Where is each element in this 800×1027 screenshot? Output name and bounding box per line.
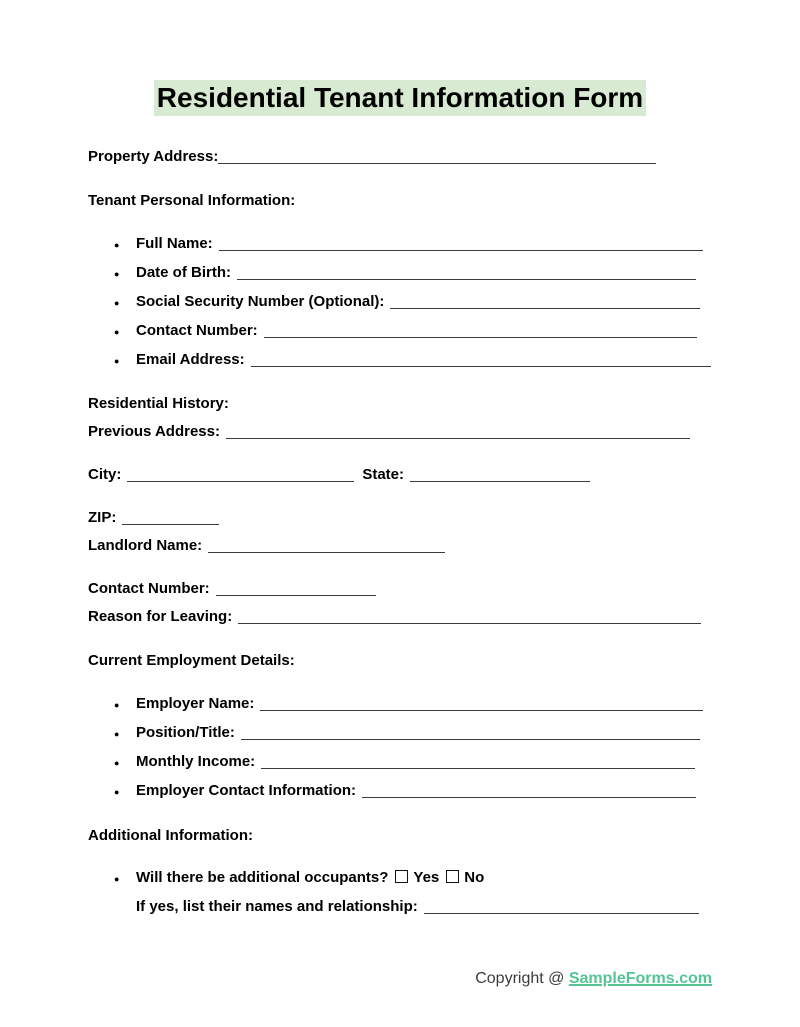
landlord-name-label: Landlord Name:	[88, 537, 203, 555]
title-container	[0, 80, 800, 116]
monthly-income-label: Monthly Income:	[136, 753, 256, 771]
email-address-label: Email Address:	[136, 351, 245, 369]
bullet-icon: ●	[114, 298, 120, 309]
bullet-icon: ●	[114, 758, 120, 769]
zip-label: ZIP:	[88, 509, 117, 527]
city-label: City:	[88, 466, 122, 484]
if-yes-blank[interactable]	[424, 913, 699, 914]
employer-name-label: Employer Name:	[136, 695, 255, 713]
landlord-contact-blank[interactable]	[216, 595, 376, 596]
landlord-contact-label: Contact Number:	[88, 580, 210, 598]
previous-address-row	[88, 418, 712, 446]
email-address-row	[88, 346, 712, 375]
date-of-birth-row	[88, 259, 712, 288]
previous-address-blank[interactable]	[226, 438, 690, 439]
bullet-icon: ●	[114, 356, 120, 367]
previous-address-label: Previous Address:	[88, 423, 220, 441]
if-yes-row	[88, 893, 712, 921]
contact-number-row	[88, 317, 712, 346]
zip-blank[interactable]	[122, 524, 219, 525]
bullet-icon: ●	[114, 240, 120, 251]
bullet-icon: ●	[114, 700, 120, 711]
copyright-text: Copyright @	[475, 970, 565, 988]
employer-name-row	[88, 690, 712, 719]
yes-label: Yes	[413, 869, 440, 887]
city-state-row	[88, 461, 712, 489]
no-checkbox[interactable]	[446, 870, 459, 883]
no-label: No	[464, 869, 485, 887]
ssn-blank[interactable]	[390, 308, 700, 309]
bullet-icon: ●	[114, 327, 120, 338]
reason-leaving-row	[88, 603, 712, 631]
bullet-icon: ●	[114, 874, 120, 885]
position-title-label: Position/Title:	[136, 724, 235, 742]
additional-info-heading: Additional Information:	[88, 827, 253, 845]
ssn-row	[88, 288, 712, 317]
zip-row	[88, 504, 712, 532]
sampleforms-link[interactable]: SampleForms.com	[568, 970, 712, 988]
date-of-birth-blank[interactable]	[237, 279, 696, 280]
contact-number-label: Contact Number:	[136, 322, 258, 340]
landlord-name-blank[interactable]	[208, 552, 445, 553]
employer-contact-blank[interactable]	[362, 797, 696, 798]
landlord-contact-row	[88, 575, 712, 603]
full-name-row	[88, 230, 712, 259]
full-name-blank[interactable]	[219, 250, 703, 251]
ssn-label: Social Security Number (Optional):	[136, 293, 385, 311]
residential-history-heading: Residential History:	[88, 395, 229, 413]
occupants-question: Will there be additional occupants?	[136, 869, 389, 887]
position-title-blank[interactable]	[241, 739, 700, 740]
property-address-blank[interactable]	[218, 163, 656, 164]
full-name-label: Full Name:	[136, 235, 213, 253]
employer-contact-label: Employer Contact Information:	[136, 782, 357, 800]
form-content	[0, 143, 800, 921]
if-yes-label: If yes, list their names and relationship:	[136, 898, 418, 916]
occupants-row	[88, 864, 712, 893]
monthly-income-blank[interactable]	[261, 768, 695, 769]
monthly-income-row	[88, 748, 712, 777]
employer-contact-row	[88, 777, 712, 806]
page-title: Residential Tenant Information Form	[154, 80, 646, 116]
state-blank[interactable]	[410, 481, 590, 482]
bullet-icon: ●	[114, 787, 120, 798]
bullet-icon: ●	[114, 729, 120, 740]
property-address-label: Property Address:	[88, 148, 219, 166]
employment-heading: Current Employment Details:	[88, 652, 295, 670]
city-blank[interactable]	[127, 481, 354, 482]
footer	[0, 965, 800, 993]
tenant-info-heading: Tenant Personal Information:	[88, 192, 296, 210]
position-title-row	[88, 719, 712, 748]
reason-leaving-blank[interactable]	[238, 623, 701, 624]
date-of-birth-label: Date of Birth:	[136, 264, 231, 282]
email-address-blank[interactable]	[251, 366, 711, 367]
landlord-name-row	[88, 532, 712, 560]
reason-leaving-label: Reason for Leaving:	[88, 608, 233, 626]
state-label: State:	[362, 466, 405, 484]
employer-name-blank[interactable]	[260, 710, 703, 711]
bullet-icon: ●	[114, 269, 120, 280]
property-address-row	[88, 143, 712, 171]
contact-number-blank[interactable]	[264, 337, 697, 338]
yes-checkbox[interactable]	[395, 870, 408, 883]
